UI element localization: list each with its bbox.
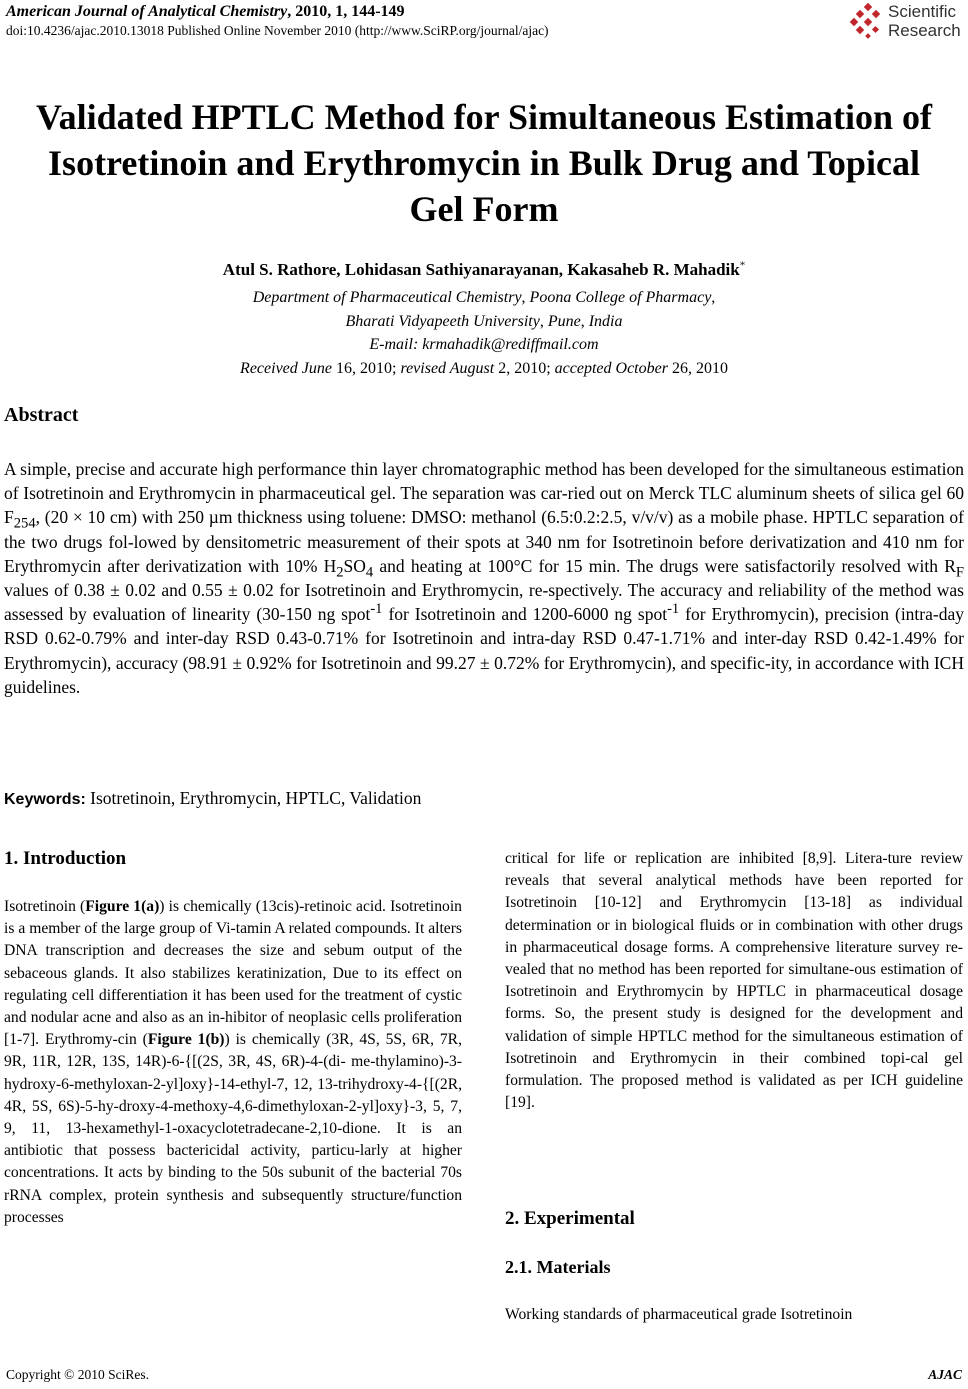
body-text: Isotretinoin (	[4, 898, 86, 915]
subscript: 4	[365, 564, 374, 581]
separator: ,	[521, 289, 530, 306]
publisher-logo	[848, 2, 968, 44]
abstract-heading: Abstract	[4, 404, 79, 426]
journal-citation	[6, 2, 806, 22]
abstract-text: and heating at 100°C for 15 min. The drugs were satisfactorily resolved with R	[373, 555, 956, 576]
abstract-text: for Erythromycin), precision (intra-day RSD 0.62-0.79% and inter-day RSD 0.43-0.71% for Isotretinoin and intra-day RSD 0.47-1.71% and inter-day RSD 0.42-1.49% for Erythromycin), accuracy (98.91 ± 0.92% for Isotretinoin and 99.27 ± 0.72% for Erythromycin), and specific-ity, in accordance with ICH guidelines.	[4, 604, 964, 697]
received-date: 16, 2010;	[331, 359, 401, 377]
body-text: ) is chemically (13cis)-retinoic acid. Isotretinoin is a member of the large group of Vi-tamin A related compounds. It alters DNA transcription and decreases the size and sebum output of the sebaceous glands. It also stabilizes keratinization, Due to its effect on regulating cell differentiation it has been used for the treatment of cystic and nodular acne and also as an in-hibitor of neoplasic cells proliferation [1-7]. Erythromy-cin (	[4, 898, 462, 1049]
keywords-line	[4, 786, 964, 812]
email-label: E-mail	[369, 336, 413, 353]
abstract-text: , (20 × 10 cm) with 250 µm thickness using toluene: DMSO: methanol (6.5:0.2:2.5, v/v/v) as a mobile phase. HPTLC separation of the two drugs fol-lowed by densitometric measurement of their spots at 340 nm for Isotretinoin before derivatization and 410 nm for Erythromycin after derivatization with 10% H	[4, 507, 964, 576]
superscript: -1	[370, 601, 383, 618]
affiliation-line-2	[0, 310, 968, 334]
keywords-text: Isotretinoin, Erythromycin, HPTLC, Validation	[85, 788, 422, 808]
title-line-2: Isotretinoin and Erythromycin in Bulk Drug and Topical	[48, 143, 920, 183]
experimental-heading: 2. Experimental	[505, 1208, 635, 1229]
affiliation-line-1	[0, 286, 968, 310]
body-text: ) is chemically (3R, 4S, 5S, 6R, 7R, 9R, 11R, 12R, 13S, 14R)-6-{[(2S, 3R, 4S, 6R)-4-(di- me-thylamino)-3-hydroxy-6-methyloxan-2-yl]oxy}-14-ethyl-7, 12, 13-trihydroxy-4-{[(2R, 4R, 5S, 6S)-5-hy-droxy-4-methoxy-4,6-dimethyloxan-2-yl]oxy}-3, 5, 7, 9, 11, 13-hexamethyl-1-oxacyclotetradecane-2,10-dione. It is an antibiotic that possess bactericidal activity, particu-larly at higher concentrations. It acts by binding to the 50s subunit of the bacterial 70s rRNA complex, protein synthesis and subsequently structure/function processes	[4, 1031, 462, 1226]
city: Pune	[547, 312, 581, 330]
journal-header	[6, 2, 806, 40]
university: Bharati Vidyapeeth University	[345, 312, 540, 330]
subscript: F	[955, 564, 964, 581]
abstract-text: for Isotretinoin and 1200-6000 ng spot	[382, 604, 668, 625]
paper-title	[0, 94, 968, 232]
author-names: Atul S. Rathore, Lohidasan Sathiyanarayanan, Kakasaheb R. Mahadik	[222, 260, 740, 279]
received-label: Received June	[240, 359, 332, 377]
revised-label: revised August	[400, 359, 495, 377]
email-address: : krmahadik@rediffmail.com	[412, 336, 599, 353]
introduction-heading: 1. Introduction	[4, 848, 127, 869]
separator: ,	[539, 312, 548, 330]
journal-name: American Journal of Analytical Chemistry	[6, 3, 288, 20]
journal-issue: , 2010, 1, 144-149	[287, 3, 405, 20]
figure-ref: Figure 1(b)	[147, 1031, 225, 1049]
accepted-label: accepted October	[554, 359, 668, 377]
subscript: 254	[13, 515, 36, 532]
title-line-3: Gel Form	[409, 189, 559, 229]
revised-date: 2, 2010;	[494, 359, 555, 377]
separator: ,	[711, 289, 716, 306]
introduction-right-column: critical for life or replication are inhibited [8,9]. Litera-ture review reveals that several analytical methods have been reported for Isotretinoin [10-12] and Erythromycin [13-18] as individual determination or in biological fluids or in combination with other drugs in pharmaceutical dosage forms. A comprehensive literature survey re-vealed that no method has been reported for simultane-ous estimation of Isotretinoin and Erythromycin by HPTLC in pharmaceutical dosage forms. So, the present study is designed for the development and validation of simple HPTLC method for the simultaneous estimation of Isotretinoin and Erythromycin in their combined topi-cal gel formulation. The proposed method is validated as per ICH guideline [19].	[505, 850, 963, 1112]
abstract-body	[4, 457, 964, 699]
affiliation-email	[0, 333, 968, 357]
materials-text: Working standards of pharmaceutical grade Isotretinoin	[505, 1306, 853, 1323]
department: Department of Pharmaceutical Chemistry	[252, 289, 522, 306]
superscript: -1	[667, 601, 680, 618]
corresponding-mark: *	[739, 259, 746, 272]
keywords-label: Keywords:	[4, 791, 86, 808]
copyright-footer: Copyright © 2010 SciRes.	[6, 1367, 150, 1382]
abstract-text: A simple, precise and accurate high performance thin layer chromatographic method has been developed for the simultaneous estimation of Isotretinoin and Erythromycin in pharmaceutical gel. The separation was car-ried out on Merck TLC aluminum sheets of silica gel 60 F	[4, 459, 964, 528]
history-dates	[0, 357, 968, 381]
journal-abbreviation: AJAC	[928, 1367, 962, 1382]
college: Poona College of Pharmacy	[529, 289, 712, 306]
doi-line: doi:10.4236/ajac.2010.13018 Published Online November 2010 (http://www.SciRP.org/journal/ajac)	[6, 23, 549, 38]
affiliation-block	[0, 286, 968, 380]
scirp-logo-icon	[848, 2, 886, 42]
subscript: 2	[336, 564, 344, 581]
abstract-text: SO	[343, 555, 366, 576]
separator: ,	[580, 312, 589, 330]
figure-ref: Figure 1(a)	[85, 898, 160, 915]
title-line-1: Validated HPTLC Method for Simultaneous Estimation of	[35, 97, 933, 137]
abstract-text: values of 0.38 ± 0.02 and 0.55 ± 0.02 for Isotretinoin and Erythromycin, re-spectively. The accuracy and reliability of the method was assessed by evaluation of linearity (30-150 ng spot	[4, 580, 964, 625]
accepted-date: 26, 2010	[667, 359, 728, 377]
materials-heading: 2.1. Materials	[505, 1257, 611, 1277]
logo-wordmark	[888, 2, 961, 40]
country: India	[588, 312, 623, 330]
introduction-left-column	[4, 896, 462, 1229]
logo-line-1: Scientific	[888, 2, 957, 21]
logo-line-2: Research	[888, 21, 961, 40]
author-list	[0, 259, 968, 281]
